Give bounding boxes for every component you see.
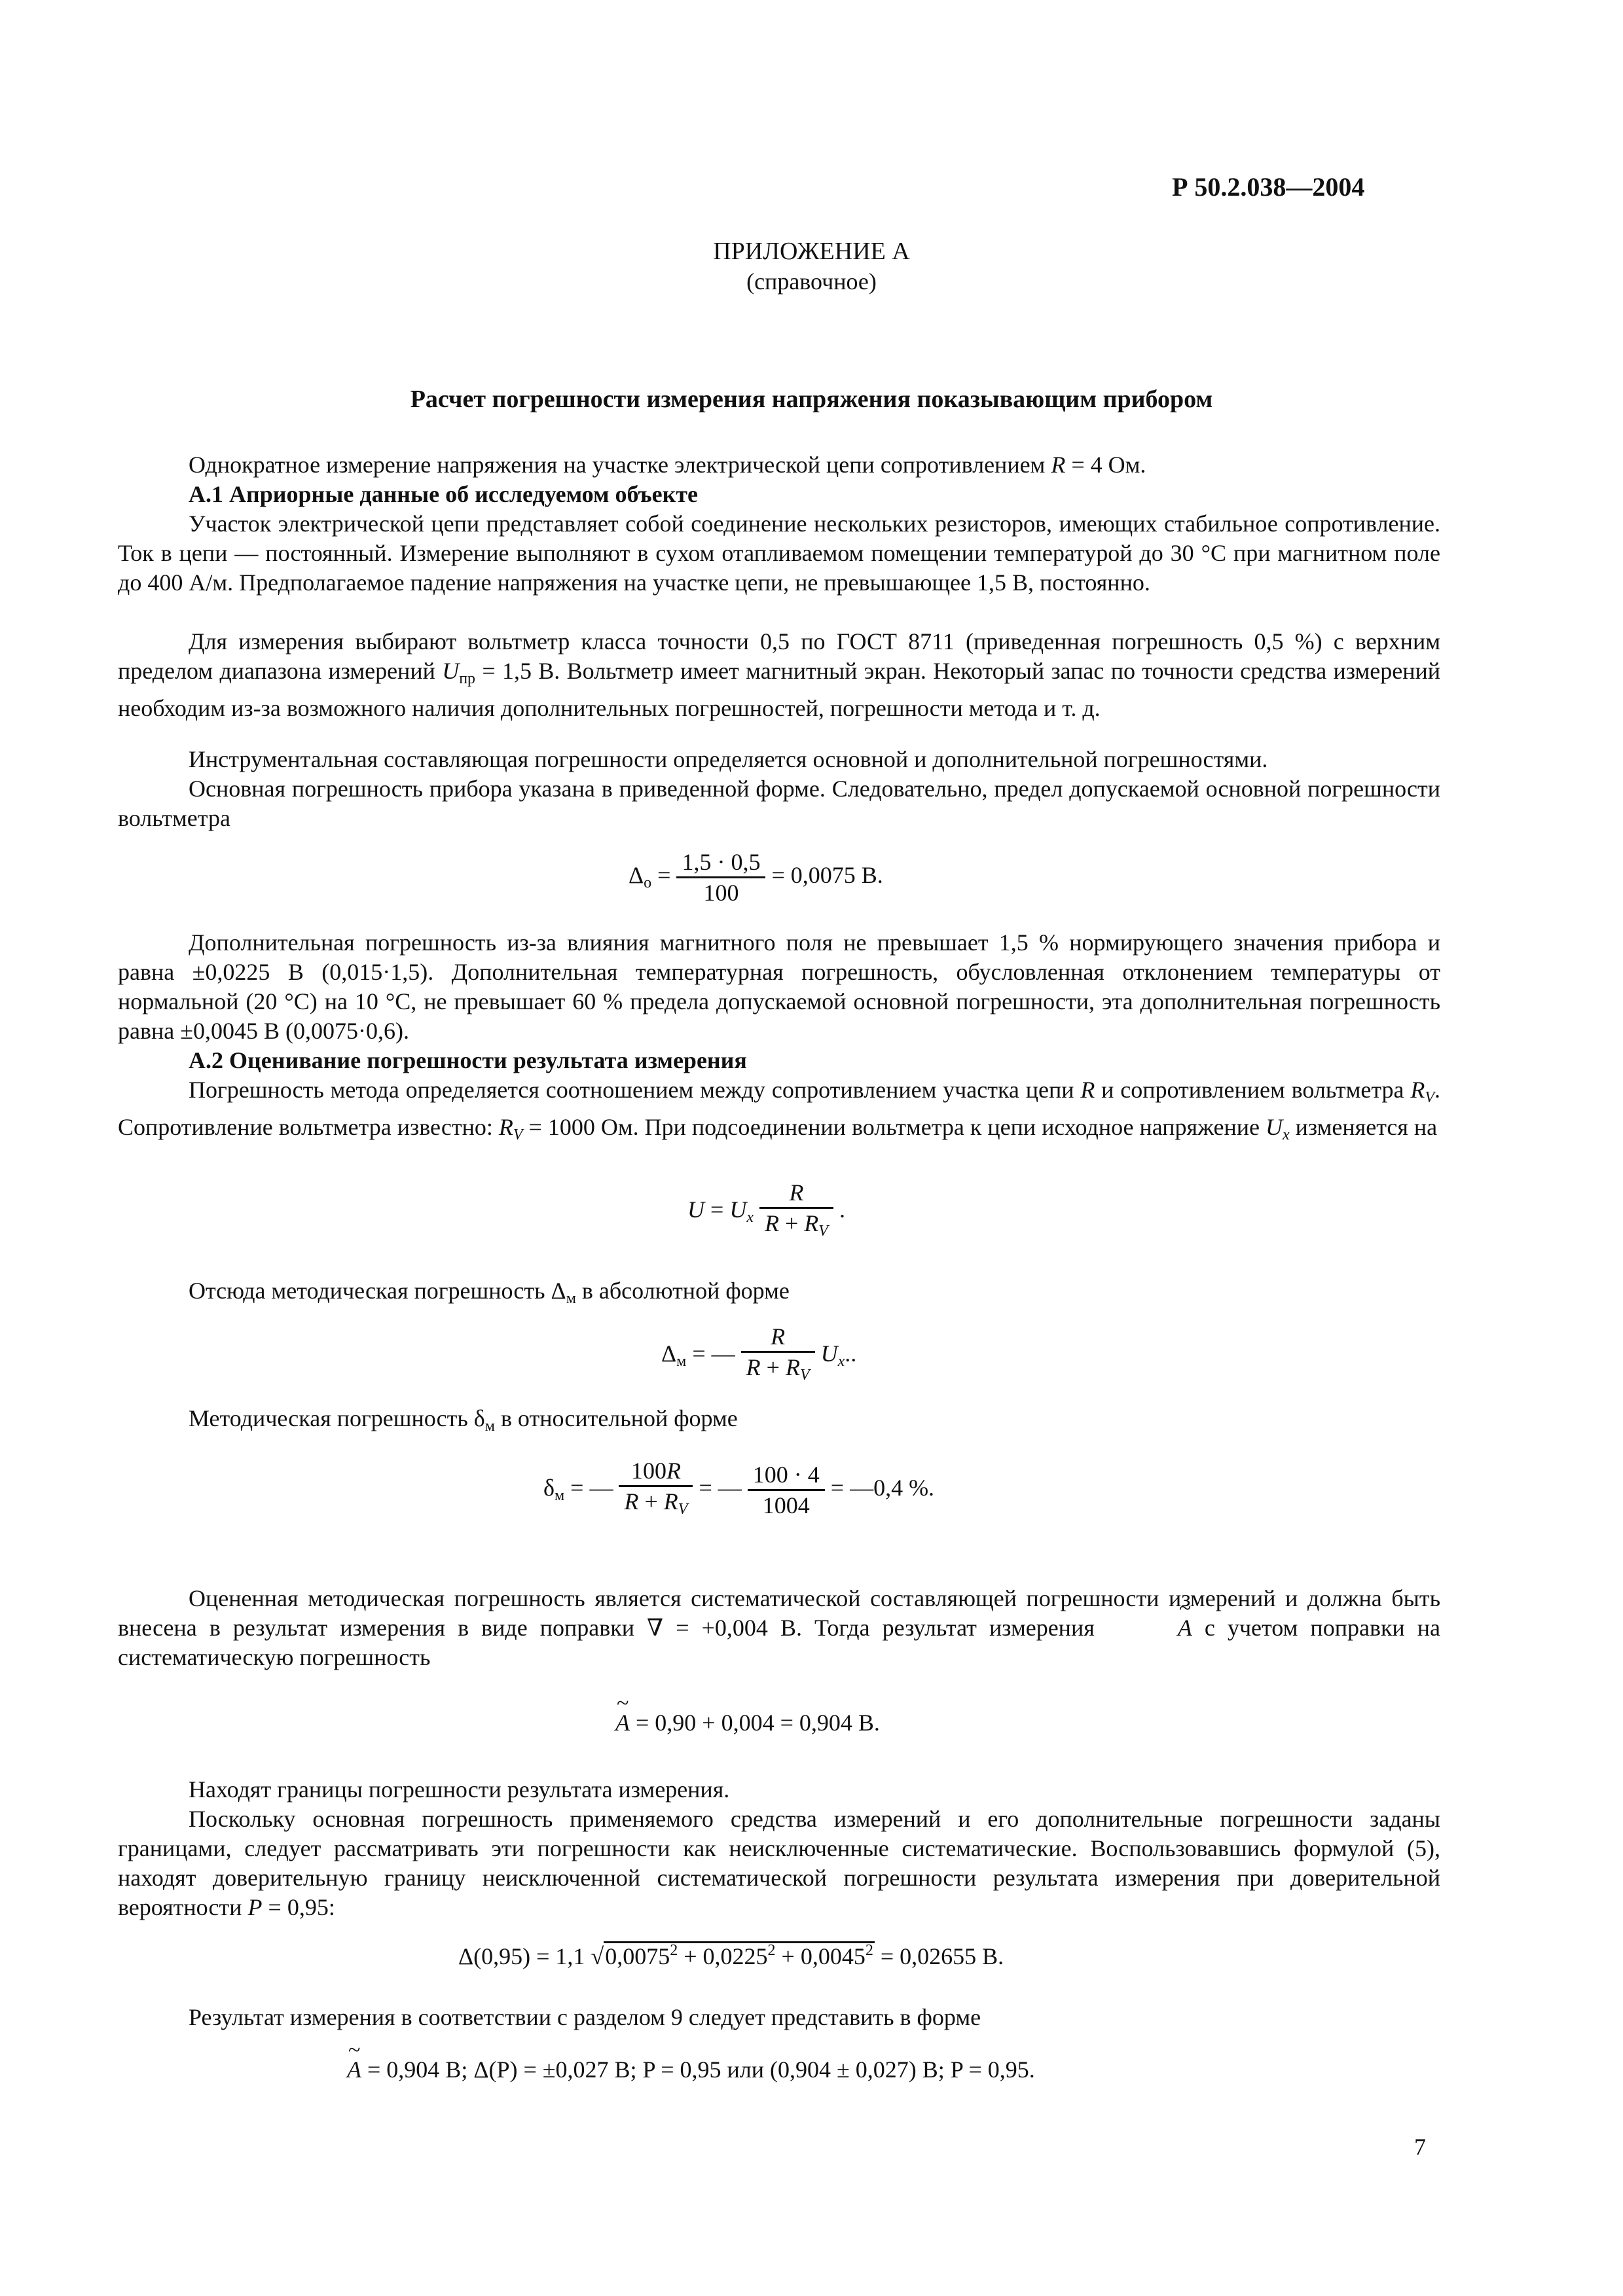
page-number: 7 (1414, 2134, 1426, 2160)
page-heading: Расчет погрешности измерения напряжения показывающим прибором (410, 386, 1213, 413)
a1-paragraph-5: Дополнительная погрешность из-за влияния магнитного поля не превышает 1,5 % нормирующего значения прибора и равна ±0,0225 В (0,015·1,5). Дополнительная температурная погрешность, обусловленная отклонением температуры от нормальной (20 °С) на 10 °С, не превышает 60 % предела допускаемой основной погрешности, эта дополнительная погрешность равна ±0,0045 В (0,0075·0,6). (118, 929, 1440, 1044)
document-number: Р 50.2.038—2004 (1172, 172, 1365, 202)
fraction: $\frac{100R}{R + R_V}$ (619, 1456, 693, 1524)
fraction: $\frac{R}{R + R_V}$ (741, 1322, 815, 1390)
a1-paragraph-1: Участок электрической цепи представляет собой соединение нескольких резисторов, имеющих стабильное сопротивление. Ток в цепи — постоянный. Измерение выполняют в сухом отапливаемом помещении температурой до 30 °С при магнитном поле до 400 А/м. Предполагаемое падение напряжения на участке цепи, не превышающее 1,5 В, постоянно. (118, 511, 1440, 596)
a1-paragraph-2: Для измерения выбирают вольтметр класса точности 0,5 по ГОСТ 8711 (приведенная погрешность 0,5 %) с верхним пределом диапазона измерений $U_{пр} = 1,5$ В. Вольтметр имеет магнитный экран. Некоторый запас по точности средства измерений необходим из-за возможного наличия дополнительных погрешностей, погрешности метода и т. д. (118, 628, 1440, 721)
section-a1-title: А.1 Априорные данные об исследуемом объекте (189, 481, 698, 507)
a1-paragraph-4: Основная погрешность прибора указана в приведенной форме. Следовательно, предел допускаемой основной погрешности вольтметра (118, 776, 1440, 831)
equation-basic-error: $\Delta_о$ = $\frac{1,5 \cdot 0,5}{100}$ = 0,0075 В. (629, 849, 883, 906)
a1-paragraph-3: Инструментальная составляющая погрешности определяется основной и дополнительной погрешностями. (189, 746, 1268, 772)
a2-paragraph-6: Поскольку основная погрешность применяемого средства измерений и его дополнительные погрешности заданы границами, следует рассматривать эти погрешности как неисключенные систематические. Воспользовавшись формулой (5), находят доверительную границу неисключенной систематической погрешности результата измерения при доверительной вероятности P = 0,95: (118, 1806, 1440, 1920)
a2-paragraph-5: Находят границы погрешности результата измерения. (189, 1776, 730, 1803)
intro-paragraph: Однократное измерение напряжения на участке электрической цепи сопротивлением R = 4 Ом. (189, 452, 1146, 478)
fraction: $\frac{R}{R + R_V}$ (759, 1178, 833, 1246)
a2-paragraph-4: Оцененная методическая погрешность является систематической составляющей погрешности измерений и должна быть внесена в результат измерения в виде поправки ∇ = +0,004 В. Тогда результат измерения ~ A с учетом поправки на систематическую погрешность (118, 1584, 1440, 1672)
section-a2-title: А.2 Оценивание погрешности результата измерения (189, 1047, 747, 1073)
equation-corrected-result: ~ A = 0,90 + 0,004 = 0,904 В. (615, 1708, 880, 1738)
equation-relative-error: $\delta_м$ = — $\frac{100R}{R + R_V}$ = — $\frac{100 \cdot 4}{1004}$ = —0,4 %. (543, 1456, 934, 1524)
a2-paragraph-7: Результат измерения в соответствии с разделом 9 следует представить в форме (189, 2004, 981, 2030)
fraction: $\frac{100 \cdot 4}{1004}$ (748, 1460, 825, 1520)
appendix-subtitle: (справочное) (746, 268, 877, 295)
equation-final-result: ~ A = 0,904 В; Δ(P) = ±0,027 В; P = 0,95 или (0,904 ± 0,027) В; P = 0,95. (347, 2055, 1035, 2085)
a2-paragraph-3: Методическая погрешность $\delta_м$ в относительной форме (189, 1405, 738, 1435)
a2-paragraph-1: Погрешность метода определяется соотношением между сопротивлением участка цепи R и сопротивлением вольтметра $R_V$. Сопротивление вольтметра известно: $R_V = 1000$ Ом. При подсоединении вольтметра к цепи исходное напряжение $U_x$ изменяется на (118, 1077, 1441, 1143)
a2-paragraph-2: Отсюда методическая погрешность $\Delta_м$ в абсолютной форме (189, 1278, 790, 1307)
equation-absolute-error: $\Delta_м$ = — $\frac{R}{R + R_V}$ $U_x$.. (661, 1322, 856, 1390)
equation-confidence-bound: Δ(0,95) = 1,1 $√0,0075^2 + 0,0225^2 + 0,0045^2 = 0,02655$ В. (458, 1942, 1004, 1969)
fraction: $\frac{1,5 \cdot 0,5}{100}$ (676, 848, 765, 907)
appendix-title: ПРИЛОЖЕНИЕ А (713, 238, 910, 265)
equation-voltage: $U = U_x$ $\frac{R}{R + R_V}$ . (687, 1178, 845, 1246)
